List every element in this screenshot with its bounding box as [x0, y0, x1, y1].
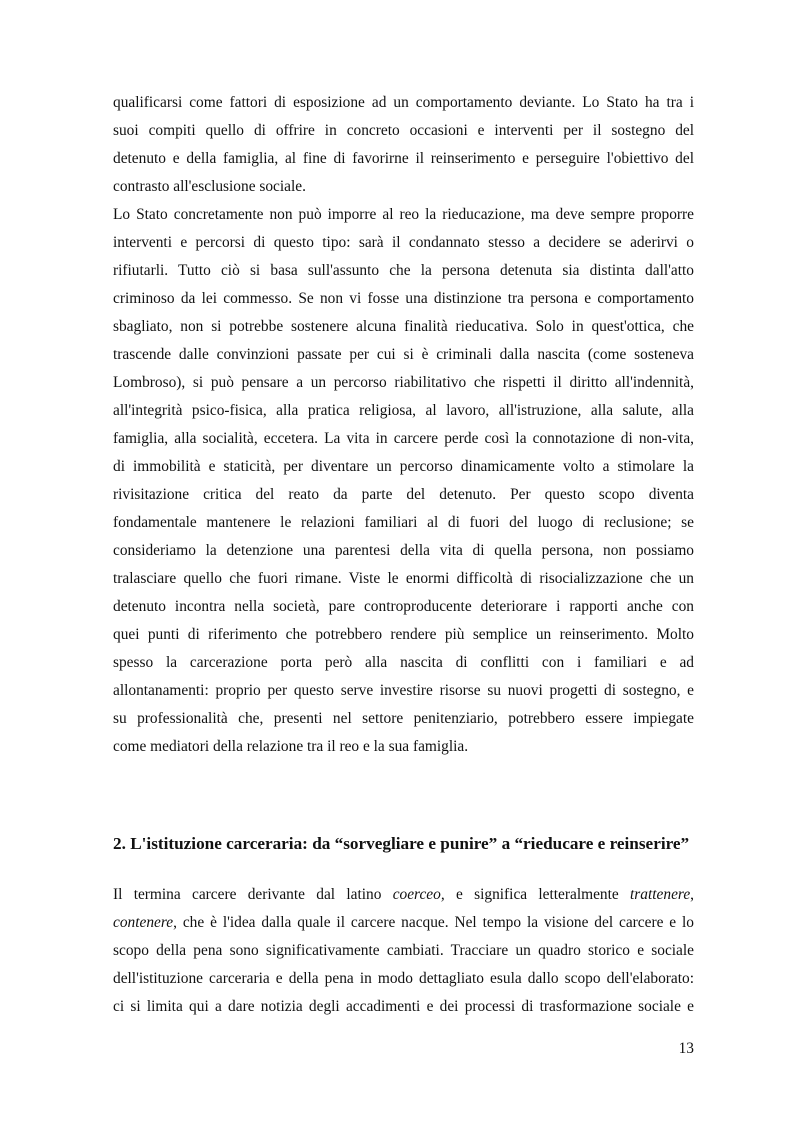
section-heading: 2. L'istituzione carceraria: da “sorvegliare e punire” a “rieducare e reinserire” [113, 834, 690, 853]
paragraph-2-line-11: rivisitazione critica del reato da parte del detenuto. Per questo scopo diventa [113, 486, 694, 503]
paragraph-3-line-3: scopo della pena sono significativamente cambiati. Tracciare un quadro storico e sociale [113, 942, 694, 959]
paragraph-2-line-9: famiglia, alla socialità, eccetera. La vita in carcere perde così la connotazione di non-vita, [113, 430, 694, 447]
paragraph-1-line-4: contrasto all'esclusione sociale. [113, 178, 306, 195]
paragraph-3-line-2-text: , che è l'idea dalla quale il carcere nacque. Nel tempo la visione del carcere e lo [173, 914, 694, 931]
paragraph-3-line-4: dell'istituzione carceraria e della pena in modo dettagliato esula dallo scopo dell'elaborato: [113, 970, 694, 987]
paragraph-2-line-4: criminoso da lei commesso. Se non vi fosse una distinzione tra persona e comportamento [113, 290, 694, 307]
paragraph-3-line-5: ci si limita qui a dare notizia degli accadimenti e dei processi di trasformazione sociale e [113, 998, 694, 1015]
paragraph-2-line-15: detenuto incontra nella società, pare controproducente deteriorare i rapporti anche con [113, 598, 694, 615]
paragraph-3-line-1-text-c: , [690, 886, 695, 903]
paragraph-2-line-19: su professionalità che, presenti nel settore penitenziario, potrebbero essere impiegate [113, 710, 694, 727]
page-number: 13 [678, 1040, 694, 1057]
paragraph-2-line-6: trascende dalle convinzioni passate per cui si è criminali dalla nascita (come sosteneva [113, 346, 694, 363]
paragraph-2-line-20: come mediatori della relazione tra il reo e la sua famiglia. [113, 738, 469, 755]
paragraph-2-line-2: interventi e percorsi di questo tipo: sarà il condannato stesso a decidere se aderirvi o [113, 234, 694, 251]
paragraph-2-line-8: all'integrità psico-fisica, alla pratica religiosa, al lavoro, all'istruzione, alla salute, alla [113, 402, 694, 419]
paragraph-2-line-1: Lo Stato concretamente non può imporre al reo la rieducazione, ma deve sempre proporre [113, 206, 694, 223]
paragraph-2-line-18: allontanamenti: proprio per questo serve investire risorse su nuovi progetti di sostegno, e [113, 682, 694, 699]
paragraph-1-line-1: qualificarsi come fattori di esposizione ad un comportamento deviante. Lo Stato ha tra i [113, 94, 694, 111]
paragraph-2-line-5: sbagliato, non si potrebbe sostenere alcuna finalità rieducativa. Solo in quest'ottica, che [113, 318, 694, 335]
paragraph-2-line-10: di immobilità e staticità, per diventare un percorso dinamicamente volto a stimolare la [113, 458, 694, 475]
paragraph-2-line-14: tralasciare quello che fuori rimane. Viste le enormi difficoltà di risocializzazione che un [113, 570, 694, 587]
paragraph-3-line-1 [113, 885, 694, 905]
paragraph-2-line-3: rifiutarli. Tutto ciò si basa sull'assunto che la persona detenuta sia distinta dall'atto [113, 262, 694, 279]
paragraph-2-line-13: consideriamo la detenzione una parentesi della vita di quella persona, non possiamo [113, 542, 694, 559]
paragraph-2-line-12: fondamentale mantenere le relazioni familiari al di fuori del luogo di reclusione; se [113, 514, 694, 531]
paragraph-1-line-3: detenuto e della famiglia, al fine di favorirne il reinserimento e perseguire l'obiettivo del [113, 150, 694, 167]
paragraph-2-line-17: spesso la carcerazione porta però alla nascita di conflitti con i familiari e ad [113, 654, 694, 671]
term-trattenere: trattenere [630, 886, 691, 903]
paragraph-3-line-2 [113, 913, 694, 933]
term-contenere: contenere [113, 914, 174, 931]
paragraph-2-line-16: quei punti di riferimento che potrebbero rendere più semplice un reinserimento. Molto [113, 626, 694, 643]
paragraph-3-line-1-text-b: e significa letteralmente [444, 886, 631, 903]
paragraph-2-line-7: Lombroso), si può pensare a un percorso riabilitativo che rispetti il diritto all'indennità, [113, 374, 694, 391]
paragraph-3-line-1-text-a: Il termina carcere derivante dal latino [113, 886, 393, 903]
term-coerceo: coerceo, [392, 886, 445, 903]
paragraph-1-line-2: suoi compiti quello di offrire in concreto occasioni e interventi per il sostegno del [113, 122, 694, 139]
